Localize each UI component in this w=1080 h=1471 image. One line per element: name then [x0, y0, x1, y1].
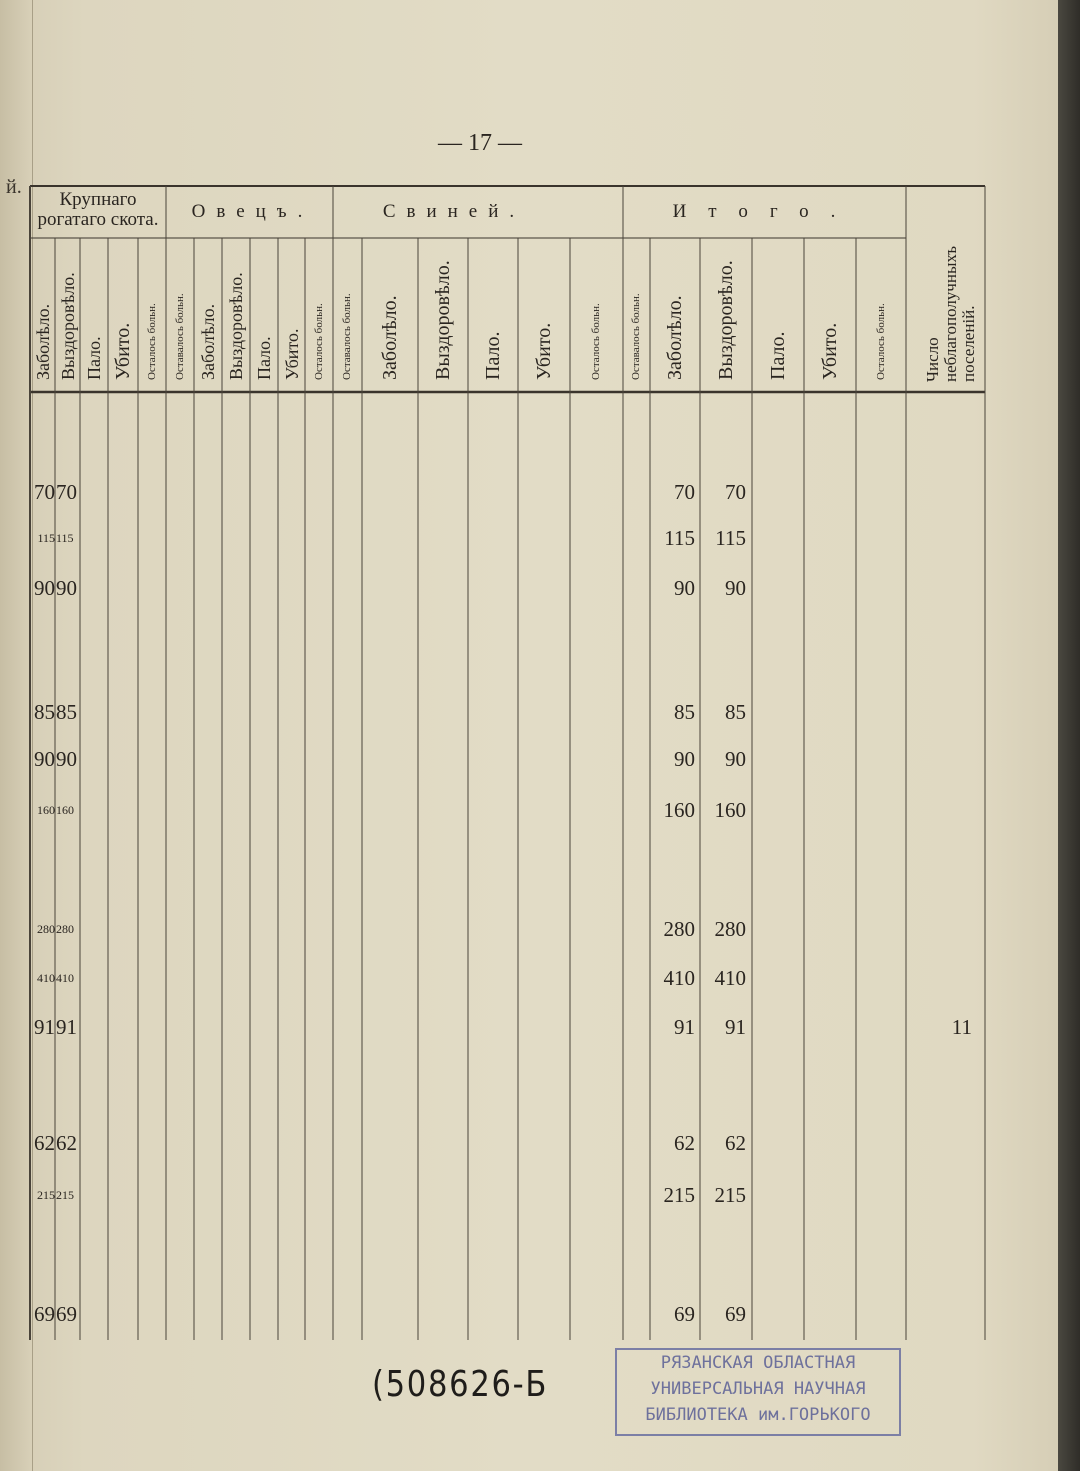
stamp-line-1: РЯЗАНСКАЯ ОБЛАСТНАЯ — [660, 1353, 856, 1373]
cattle-recovered-value: 91 — [56, 1015, 77, 1039]
settlements-column-header: Число неблагополучныхъ поселеній. — [923, 245, 978, 382]
cattle-sick-value: 70 — [34, 480, 55, 504]
column-header-pig-4: Убито. — [533, 322, 555, 380]
total-sick-value: 90 — [674, 747, 695, 771]
column-header-pig-1: Заболѣло. — [379, 295, 401, 380]
catalog-number: (508626-Б — [372, 1364, 549, 1405]
page-number: — 17 — — [438, 130, 522, 156]
total-recovered-value: 90 — [725, 576, 746, 600]
cattle-recovered-value: 410 — [56, 971, 74, 985]
stamp-line-2: УНИВЕРСАЛЬНАЯ НАУЧНАЯ — [650, 1379, 866, 1399]
library-stamp — [615, 1348, 901, 1436]
column-header-total-0: Оставалось больн. — [630, 293, 642, 380]
column-header-sheep-5: Осталось больн. — [312, 303, 325, 380]
column-header-pig-3: Пало. — [482, 331, 504, 380]
column-header-total-2: Выздоровѣло. — [715, 260, 737, 380]
cattle-recovered-value: 90 — [56, 576, 77, 600]
sheep-group-header: Овецъ. — [191, 201, 314, 222]
cattle-recovered-value: 90 — [56, 747, 77, 771]
total-recovered-value: 69 — [725, 1302, 746, 1326]
total-group-header: Итого. — [672, 201, 858, 222]
total-sick-value: 62 — [674, 1131, 695, 1155]
column-header-sheep-1: Заболѣло. — [198, 303, 218, 380]
cattle-sick-value: 62 — [34, 1131, 55, 1155]
book-edge-shadow — [1058, 0, 1080, 1471]
total-recovered-value: 62 — [725, 1131, 746, 1155]
total-sick-value: 160 — [663, 798, 695, 822]
cattle-recovered-value: 160 — [56, 803, 74, 817]
total-sick-value: 91 — [674, 1015, 695, 1039]
total-sick-value: 410 — [663, 966, 695, 990]
total-recovered-value: 85 — [725, 700, 746, 724]
total-recovered-value: 410 — [714, 966, 746, 990]
total-sick-value: 115 — [664, 526, 695, 550]
column-header-cattle-4: Осталось больн. — [145, 303, 158, 380]
column-header-pig-0: Оставалось больн. — [341, 293, 353, 380]
cattle-sick-value: 69 — [34, 1302, 55, 1326]
column-header-pig-5: Осталось больн. — [590, 303, 602, 380]
cattle-group-header: Крупнаго рогатаго скота. — [37, 189, 159, 230]
total-sick-value: 69 — [674, 1302, 695, 1326]
total-recovered-value: 91 — [725, 1015, 746, 1039]
column-header-cattle-3: Убито. — [112, 322, 134, 380]
cattle-sick-value: 85 — [34, 700, 55, 724]
column-header-sheep-0: Оставалось больн. — [173, 293, 186, 380]
cattle-recovered-value: 280 — [56, 922, 74, 936]
cattle-sick-value: 90 — [34, 747, 55, 771]
cattle-sick-value: 410 — [37, 971, 55, 985]
pigs-group-header: Свиней. — [382, 201, 526, 222]
cattle-sick-value: 280 — [37, 922, 55, 936]
total-recovered-value: 115 — [715, 526, 746, 550]
cattle-recovered-value: 69 — [56, 1302, 77, 1326]
total-recovered-value: 215 — [714, 1183, 746, 1207]
column-header-cattle-2: Пало. — [84, 336, 104, 380]
cattle-sick-value: 115 — [37, 531, 55, 545]
column-header-sheep-4: Убито. — [281, 328, 302, 380]
total-recovered-value: 280 — [714, 917, 746, 941]
cattle-recovered-value: 62 — [56, 1131, 77, 1155]
cattle-recovered-value: 215 — [56, 1188, 74, 1202]
cattle-recovered-value: 85 — [56, 700, 77, 724]
total-sick-value: 280 — [663, 917, 695, 941]
column-header-cattle-0: Заболѣло. — [32, 303, 53, 380]
left-margin-text: й. — [6, 176, 22, 198]
cattle-sick-value: 90 — [34, 576, 55, 600]
total-sick-value: 90 — [674, 576, 695, 600]
cattle-sick-value: 215 — [37, 1188, 55, 1202]
column-header-pig-2: Выздоровѣло. — [432, 260, 454, 380]
column-header-sheep-2: Выздоровѣло. — [226, 272, 246, 380]
column-header-cattle-1: Выздоровѣло. — [57, 272, 78, 380]
cattle-recovered-value: 70 — [56, 480, 77, 504]
stamp-line-3: БИБЛИОТЕКА им.ГОРЬКОГО — [645, 1405, 871, 1425]
total-recovered-value: 70 — [725, 480, 746, 504]
total-recovered-value: 160 — [714, 798, 746, 822]
column-header-sheep-3: Пало. — [254, 336, 274, 380]
cattle-recovered-value: 115 — [56, 531, 74, 545]
total-sick-value: 70 — [674, 480, 695, 504]
total-sick-value: 85 — [674, 700, 695, 724]
cattle-sick-value: 160 — [37, 803, 55, 817]
column-header-total-3: Пало. — [767, 331, 789, 380]
total-sick-value: 215 — [663, 1183, 695, 1207]
column-header-total-5: Осталось больн. — [874, 303, 887, 380]
column-header-total-1: Заболѣло. — [664, 295, 686, 380]
settlements-value: 11 — [951, 1015, 972, 1039]
total-recovered-value: 90 — [725, 747, 746, 771]
column-header-total-4: Убито. — [819, 322, 841, 380]
cattle-sick-value: 91 — [34, 1015, 55, 1039]
